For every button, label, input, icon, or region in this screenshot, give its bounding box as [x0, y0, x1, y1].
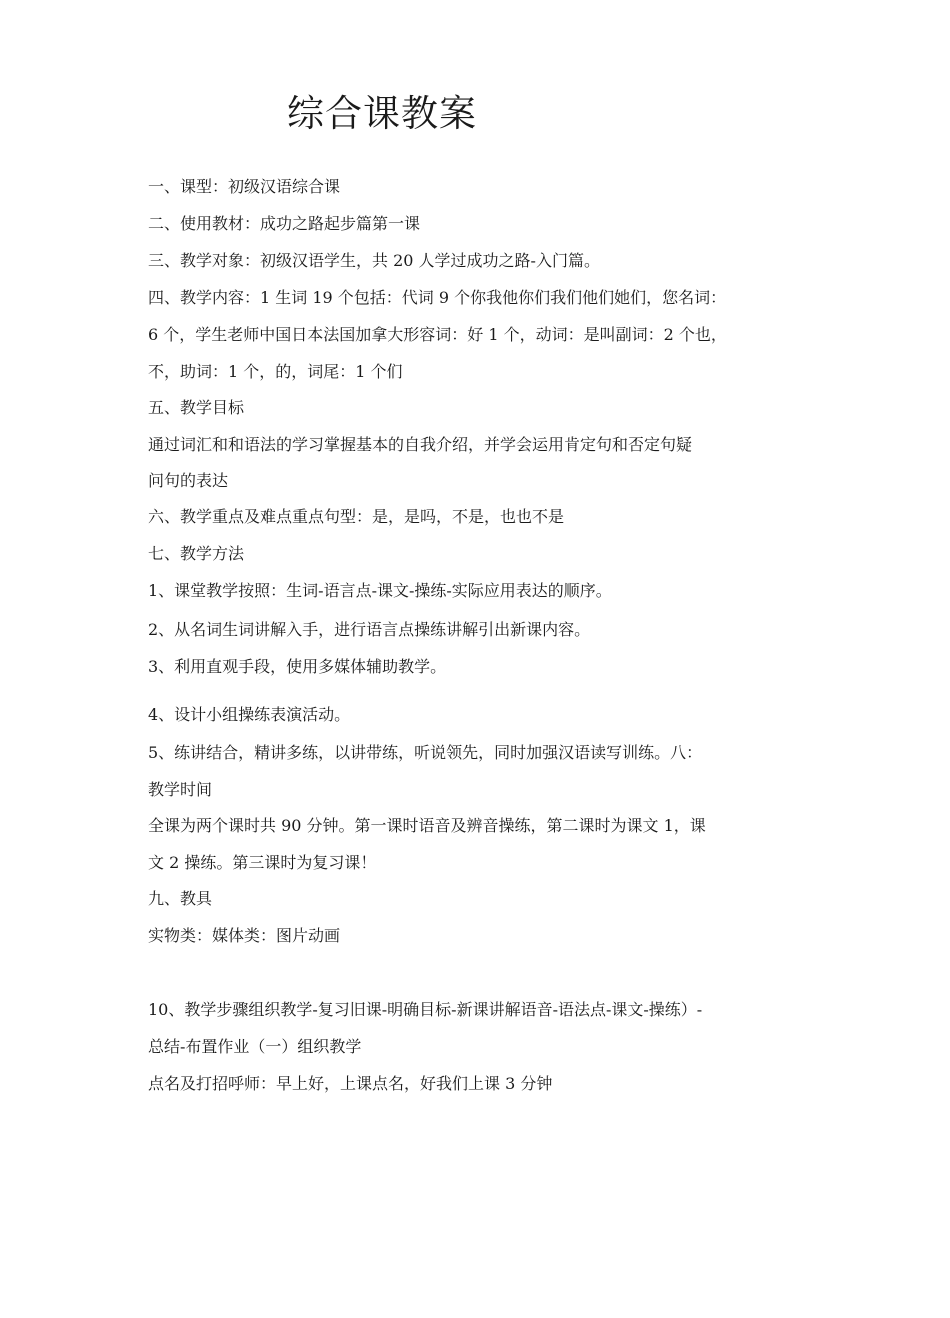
section-steps-line-2: 总结-布置作业（一）组织教学 — [148, 1037, 362, 1056]
section-goals-heading: 五、教学目标 — [148, 398, 245, 417]
section-goals-line-1: 通过词汇和和语法的学习掌握基本的自我介绍，并学会运用肯定句和否定句疑 — [148, 435, 693, 454]
method-item-1: 1、课堂教学按照：生词-语言点-课文-操练-实际应用表达的顺序。 — [148, 581, 612, 600]
section-textbook: 二、使用教材：成功之路起步篇第一课 — [148, 214, 421, 233]
section-goals-line-2: 问句的表达 — [148, 471, 229, 490]
section-steps-line-1: 10、教学步骤组织教学-复习旧课-明确目标-新课讲解语音-语法点-课文-操练）- — [148, 1000, 703, 1019]
section-content-line-2: 6 个，学生老师中国日本法国加拿大形容词：好 1 个，动词：是叫副词：2 个也， — [148, 325, 727, 344]
method-item-3: 3、利用直观手段，使用多媒体辅助教学。 — [148, 657, 447, 676]
method-item-4: 4、设计小组操练表演活动。 — [148, 705, 351, 724]
section-time-heading: 教学时间 — [148, 780, 213, 799]
section-content-line-3: 不，助词：1 个，的，词尾：1 个们 — [148, 362, 403, 381]
section-content-line-1: 四、教学内容：1 生词 19 个包括：代词 9 个你我他你们我们他们她们，您名词： — [148, 288, 727, 307]
section-time-line-2: 文 2 操练。第三课时为复习课！ — [148, 853, 377, 872]
document-title: 综合课教案 — [287, 92, 477, 135]
section-methods-heading: 七、教学方法 — [148, 544, 245, 563]
section-steps-line-3: 点名及打招呼师：早上好，上课点名，好我们上课 3 分钟 — [148, 1074, 553, 1093]
section-time-line-1: 全课为两个课时共 90 分钟。第一课时语音及辨音操练，第二课时为课文 1，课 — [148, 816, 706, 835]
section-tools-heading: 九、教具 — [148, 889, 213, 908]
method-item-5: 5、练讲结合，精讲多练，以讲带练，听说领先，同时加强汉语读写训练。八： — [148, 743, 703, 762]
section-key-points: 六、教学重点及难点重点句型：是，是吗，不是，也也不是 — [148, 507, 565, 526]
method-item-2: 2、从名词生词讲解入手，进行语言点操练讲解引出新课内容。 — [148, 620, 591, 639]
section-tools-line: 实物类：媒体类：图片动画 — [148, 926, 341, 945]
section-audience: 三、教学对象：初级汉语学生，共 20 人学过成功之路-入门篇。 — [148, 251, 600, 270]
section-lesson-type: 一、课型：初级汉语综合课 — [148, 177, 341, 196]
